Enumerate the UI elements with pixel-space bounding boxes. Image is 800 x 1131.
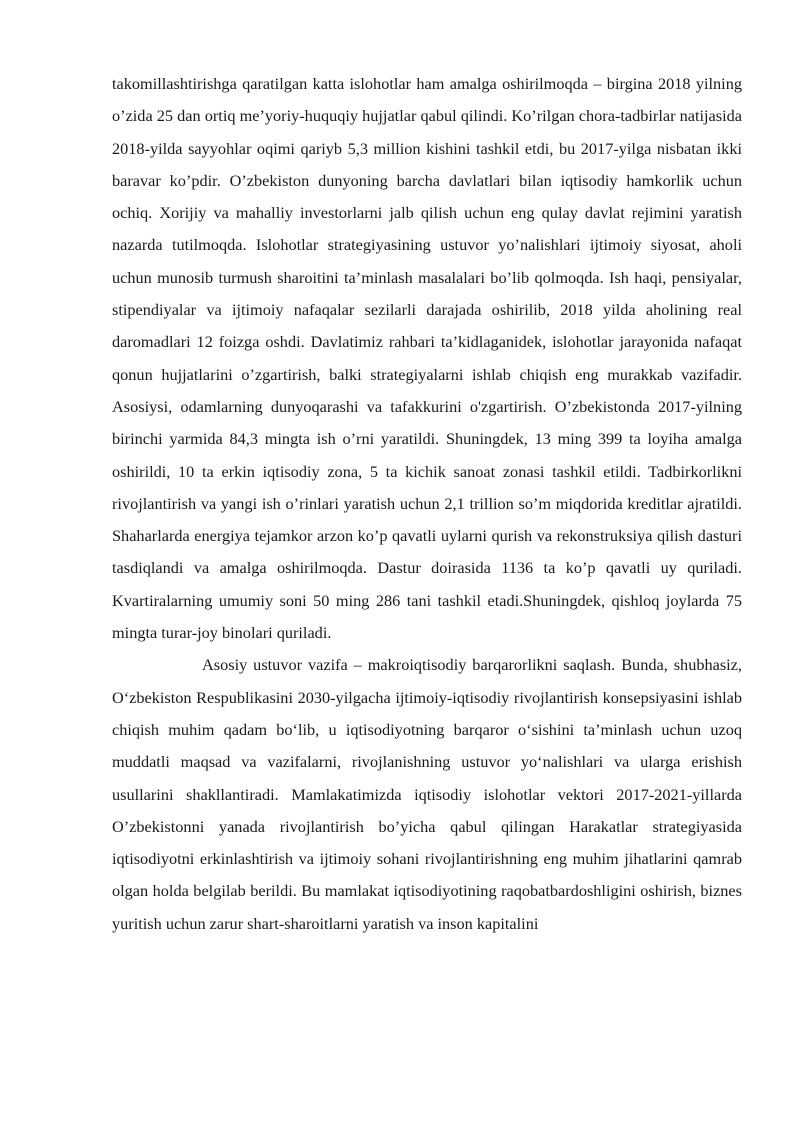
document-page <box>112 68 742 940</box>
body-paragraph-2: Asosiy ustuvor vazifa – makroiqtisodiy barqarorlikni saqlash. Bunda, shubhasiz, O‘zbekiston Respublikasini 2030-yilgacha ijtimoiy-iqtisodiy rivojlantirish konsepsiyasini ishlab chiqish muhim qadam bo‘lib, u iqtisodiyotning barqaror o‘sishini ta’minlash uchun uzoq muddatli maqsad va vazifalarni, rivojlanishning ustuvor yo‘nalishlari va ularga erishish usullarini shakllantiradi. Mamlakatimizda iqtisodiy islohotlar vektori 2017-2021-yillarda O’zbekistonni yanada rivojlantirish bo’yicha qabul qilingan Harakatlar strategiyasida iqtisodiyotni erkinlashtirish va ijtimoiy sohani rivojlantirishning eng muhim jihatlarini qamrab olgan holda belgilab berildi. Bu mamlakat iqtisodiyotining raqobatbardoshligini oshirish, biznes yuritish uchun zarur shart-sharoitlarni yaratish va inson kapitalini <box>112 655 742 933</box>
body-paragraph-1: takomillashtirishga qaratilgan katta islohotlar ham amalga oshirilmoqda – birgina 2018 yilning o’zida 25 dan ortiq me’yoriy-huquqiy hujjatlar qabul qilindi. Ko’rilgan chora-tadbirlar natijasida 2018-yilda sayyohlar oqimi qariyb 5,3 million kishini tashkil etdi, bu 2017-yilga nisbatan ikki baravar ko’pdir. O’zbekiston dunyoning barcha davlatlari bilan iqtisodiy hamkorlik uchun ochiq. Xorijiy va mahalliy investorlarni jalb qilish uchun eng qulay davlat rejimini yaratish nazarda tutilmoqda. Islohotlar strategiyasining ustuvor yo’nalishlari ijtimoiy siyosat, aholi uchun munosib turmush sharoitini ta’minlash masalalari bo’lib qolmoqda. Ish haqi, pensiyalar, stipendiyalar va ijtimoiy nafaqalar sezilarli darajada oshirilib, 2018 yilda aholining real daromadlari 12 foizga oshdi. Davlatimiz rahbari ta’kidlaganidek, islohotlar jarayonida nafaqat qonun hujjatlarini o’zgartirish, balki strategiyalarni ishlab chiqish eng murakkab vazifadir. Asosiysi, odamlarning dunyoqarashi va tafakkurini o'zgartirish. O’zbekistonda 2017-yilning birinchi yarmida 84,3 mingta ish o’rni yaratildi. Shuningdek, 13 ming 399 ta loyiha amalga oshirildi, 10 ta erkin iqtisodiy zona, 5 ta kichik sanoat zonasi tashkil etildi. Tadbirkorlikni rivojlantirish va yangi ish o’rinlari yaratish uchun 2,1 trillion so’m miqdorida kreditlar ajratildi. Shaharlarda energiya tejamkor arzon ko’p qavatli uylarni qurish va rekonstruksiya qilish dasturi tasdiqlandi va amalga oshirilmoqda. Dastur doirasida 1136 ta ko’p qavatli uy quriladi. Kvartiralarning umumiy soni 50 ming 286 tani tashkil etadi.Shuningdek, qishloq joylarda 75 mingta turar-joy binolari quriladi. <box>112 74 742 643</box>
